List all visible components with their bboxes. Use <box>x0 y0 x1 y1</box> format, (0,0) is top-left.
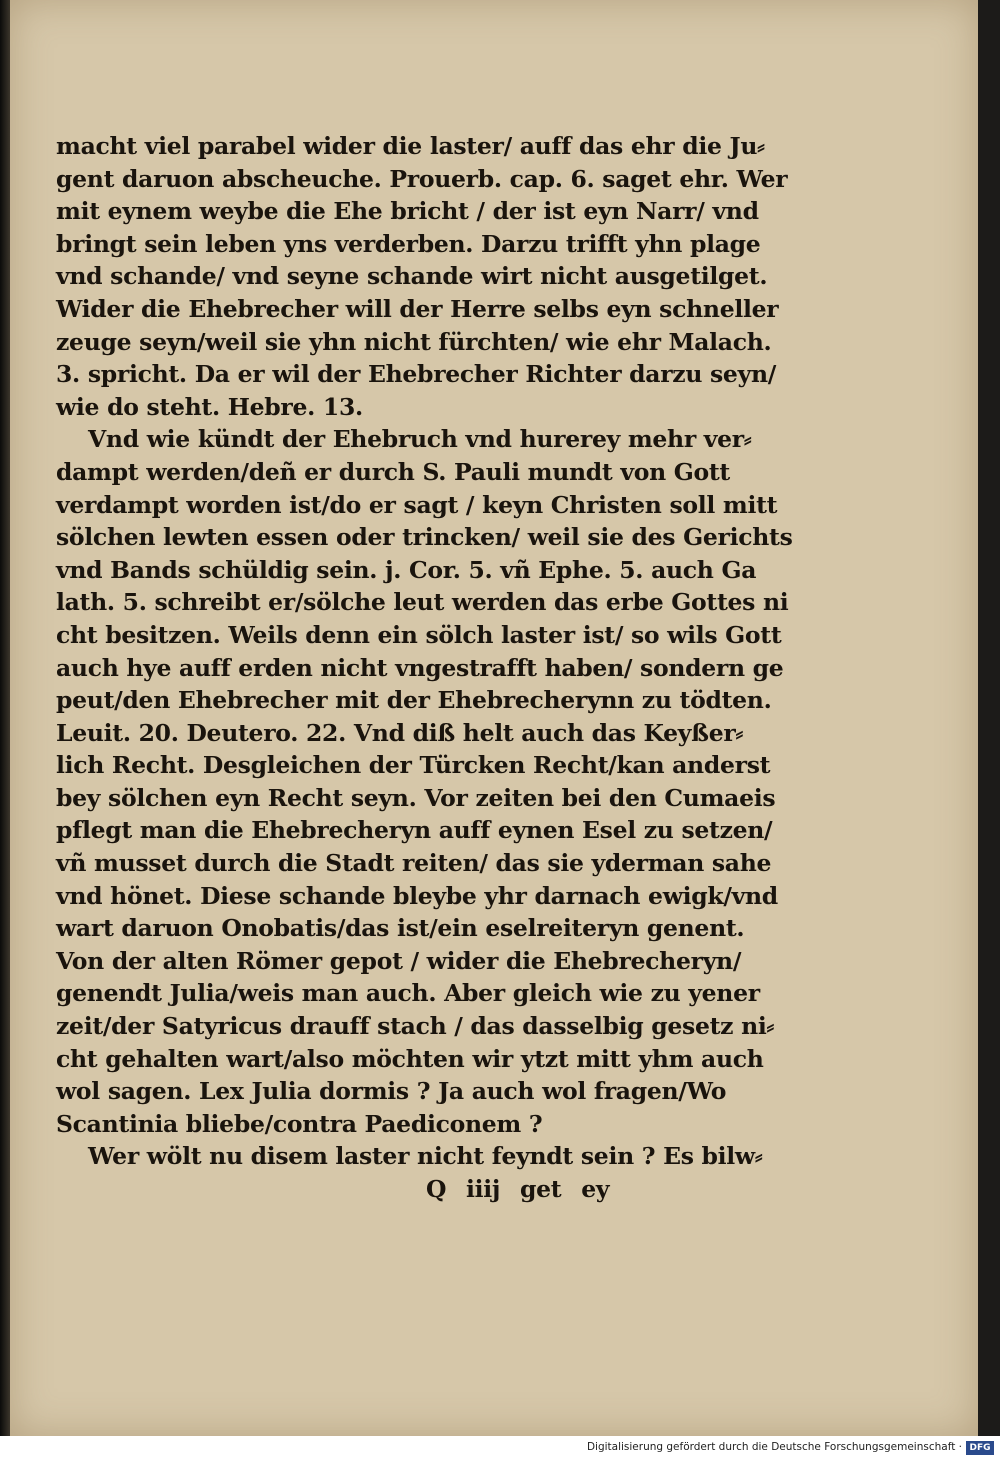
footer-credit: Digitalisierung gefördert durch die Deutsche Forschungsgemeinschaft · <box>586 1441 962 1453</box>
text-line: auch hye auff erden nicht vngestrafft haben/ sondern ge <box>56 653 784 682</box>
text-line: vnd hönet. Diese schande bleybe yhr darnach ewigk/vnd <box>56 881 778 910</box>
text-line: vnd schande/ vnd seyne schande wirt nicht ausgetilget. <box>56 262 768 291</box>
text-line: Vnd wie kündt der Ehebruch vnd hurerey mehr ver⸗ <box>88 425 752 454</box>
text-line: vnd Bands schüldig sein. j. Cor. 5. vñ Ephe. 5. auch Ga <box>56 555 757 584</box>
text-line: lath. 5. schreibt er/sölche leut werden das erbe Gottes ni <box>56 588 789 617</box>
text-line: Wer wölt nu disem laster nicht feyndt sein ? Es bilw⸗ <box>88 1142 763 1171</box>
text-line: pflegt man die Ehebrecheryn auff eynen Esel zu setzen/ <box>56 816 773 845</box>
text-line: sölchen lewten essen oder trincken/ weil sie des Gerichts <box>56 523 793 552</box>
text-line: wie do steht. Hebre. 13. <box>56 392 363 421</box>
text-line: lich Recht. Desgleichen der Türcken Recht/kan anderst <box>56 751 771 780</box>
footer-bar <box>0 1436 1000 1461</box>
text-line: cht besitzen. Weils denn ein sölch laster ist/ so wils Gott <box>56 620 782 649</box>
text-line: peut/den Ehebrecher mit der Ehebrecherynn zu tödten. <box>56 686 772 715</box>
text-line: Wider die Ehebrecher will der Herre selbs eyn schneller <box>56 294 779 323</box>
dfg-logo: DFG <box>966 1441 994 1455</box>
text-line: verdampt worden ist/do er sagt / keyn Christen soll mitt <box>56 490 778 519</box>
text-line: wart daruon Onobatis/das ist/ein eselreiteryn genent. <box>56 914 745 943</box>
text-line: bey sölchen eyn Recht seyn. Vor zeiten bei den Cumaeis <box>56 783 776 812</box>
text-line: Von der alten Römer gepot / wider die Ehebrecheryn/ <box>56 946 742 975</box>
text-line: cht gehalten wart/also möchten wir ytzt mitt yhm auch <box>56 1044 764 1073</box>
text-line: 3. spricht. Da er wil der Ehebrecher Richter darzu seyn/ <box>56 360 777 389</box>
text-line: zeuge seyn/weil sie yhn nicht fürchten/ wie ehr Malach. <box>56 327 772 356</box>
signature-line: Q iiij get ey <box>426 1175 610 1203</box>
text-line: vñ musset durch die Stadt reiten/ das sie yderman sahe <box>56 849 772 878</box>
page-edge-shadow <box>0 0 10 1436</box>
text-line: wol sagen. Lex Julia dormis ? Ja auch wol fragen/Wo <box>56 1077 727 1106</box>
text-line: gent daruon abscheuche. Prouerb. cap. 6. saget ehr. Wer <box>56 164 788 193</box>
page-text-block <box>56 130 793 1206</box>
text-line: genendt Julia/weis man auch. Aber gleich wie zu yener <box>56 979 760 1008</box>
text-line: dampt werden/deñ er durch S. Pauli mundt von Gott <box>56 457 730 486</box>
text-line: zeit/der Satyricus drauff stach / das dasselbig gesetz ni⸗ <box>56 1012 775 1041</box>
text-line: mit eynem weybe die Ehe bricht / der ist eyn Narr/ vnd <box>56 197 759 226</box>
book-page <box>10 0 978 1436</box>
text-line: Leuit. 20. Deutero. 22. Vnd diß helt auch das Keyßer⸗ <box>56 718 743 747</box>
text-line: Scantinia bliebe/contra Paediconem ? <box>56 1109 543 1138</box>
text-line: bringt sein leben yns verderben. Darzu trifft yhn plage <box>56 229 761 258</box>
text-line: macht viel parabel wider die laster/ auff das ehr die Ju⸗ <box>56 132 765 160</box>
